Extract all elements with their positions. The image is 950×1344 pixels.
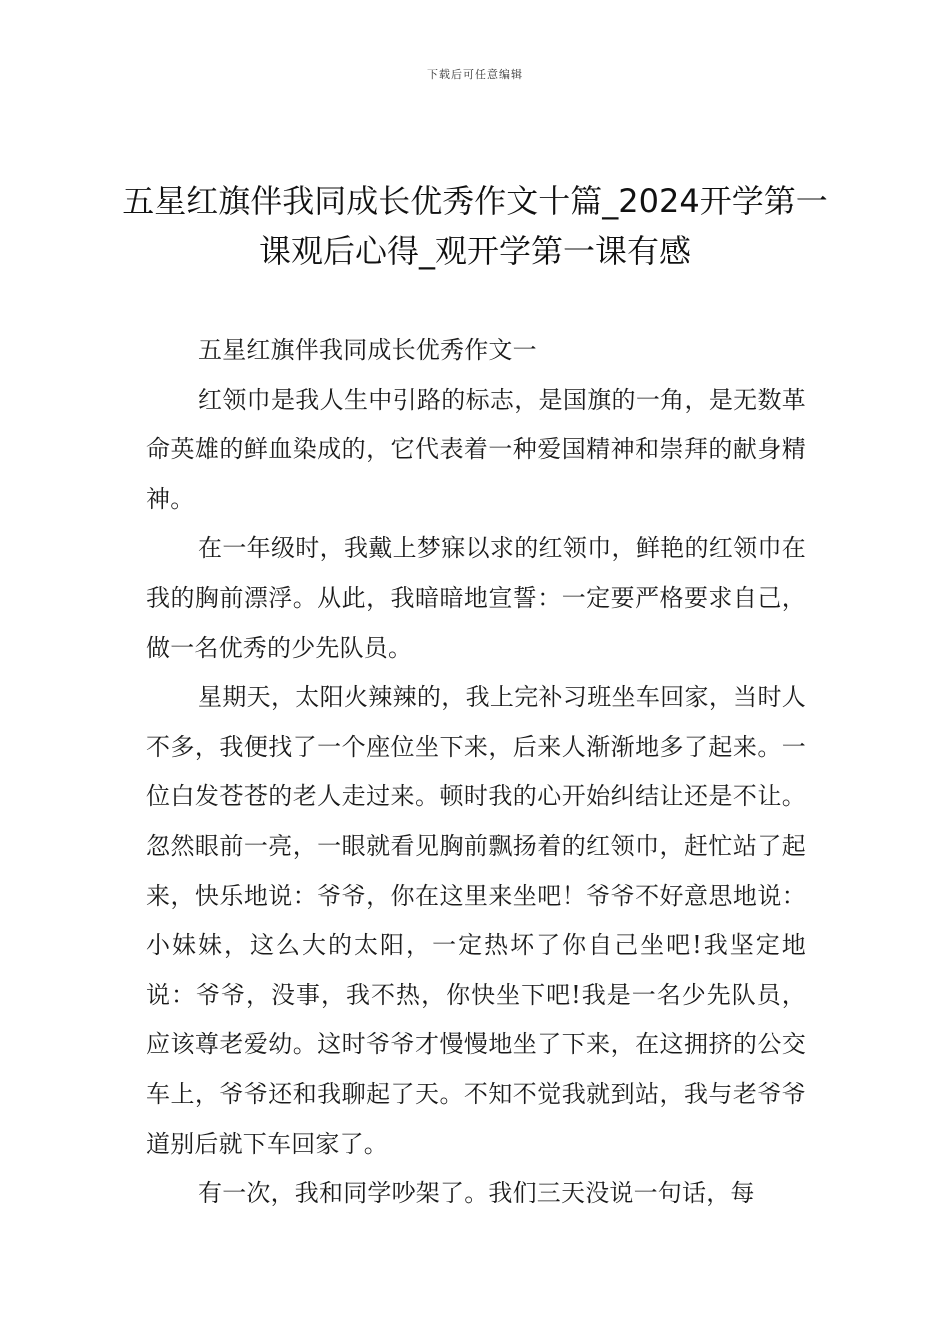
document-title: 五星红旗伴我同成长优秀作文十篇_2024开学第一课观后心得_观开学第一课有感 [122, 182, 828, 270]
header-note: 下载后可任意编辑 [427, 68, 523, 81]
paragraph: 有一次，我和同学吵架了。我们三天没说一句话，每 [198, 1179, 755, 1208]
paragraph: 红领巾是我人生中引路的标志，是国旗的一角，是无数革命英雄的鲜血染成的，它代表着一种爱国精神和崇拜的献身精神。 [146, 385, 806, 513]
document-body [146, 326, 806, 1219]
section-heading: 五星红旗伴我同成长优秀作文一 [198, 336, 537, 364]
paragraph: 在一年级时，我戴上梦寐以求的红领巾，鲜艳的红领巾在我的胸前漂浮。从此，我暗暗地宣誓：一定要严格要求自己，做一名优秀的少先队员。 [146, 534, 806, 662]
paragraph: 星期天，太阳火辣辣的，我上完补习班坐车回家，当时人不多，我便找了一个座位坐下来，后来人渐渐地多了起来。一位白发苍苍的老人走过来。顿时我的心开始纠结让还是不让。忽然眼前一亮，一眼就看见胸前飘扬着的红领巾，赶忙站了起来，快乐地说：爷爷，你在这里来坐吧！爷爷不好意思地说：小妹妹，这么大的太阳，一定热坏了你自己坐吧!我坚定地说：爷爷，没事，我不热，你快坐下吧!我是一名少先队员，应该尊老爱幼。这时爷爷才慢慢地坐了下来，在这拥挤的公交车上，爷爷还和我聊起了天。不知不觉我就到站，我与老爷爷道别后就下车回家了。 [146, 683, 806, 1158]
